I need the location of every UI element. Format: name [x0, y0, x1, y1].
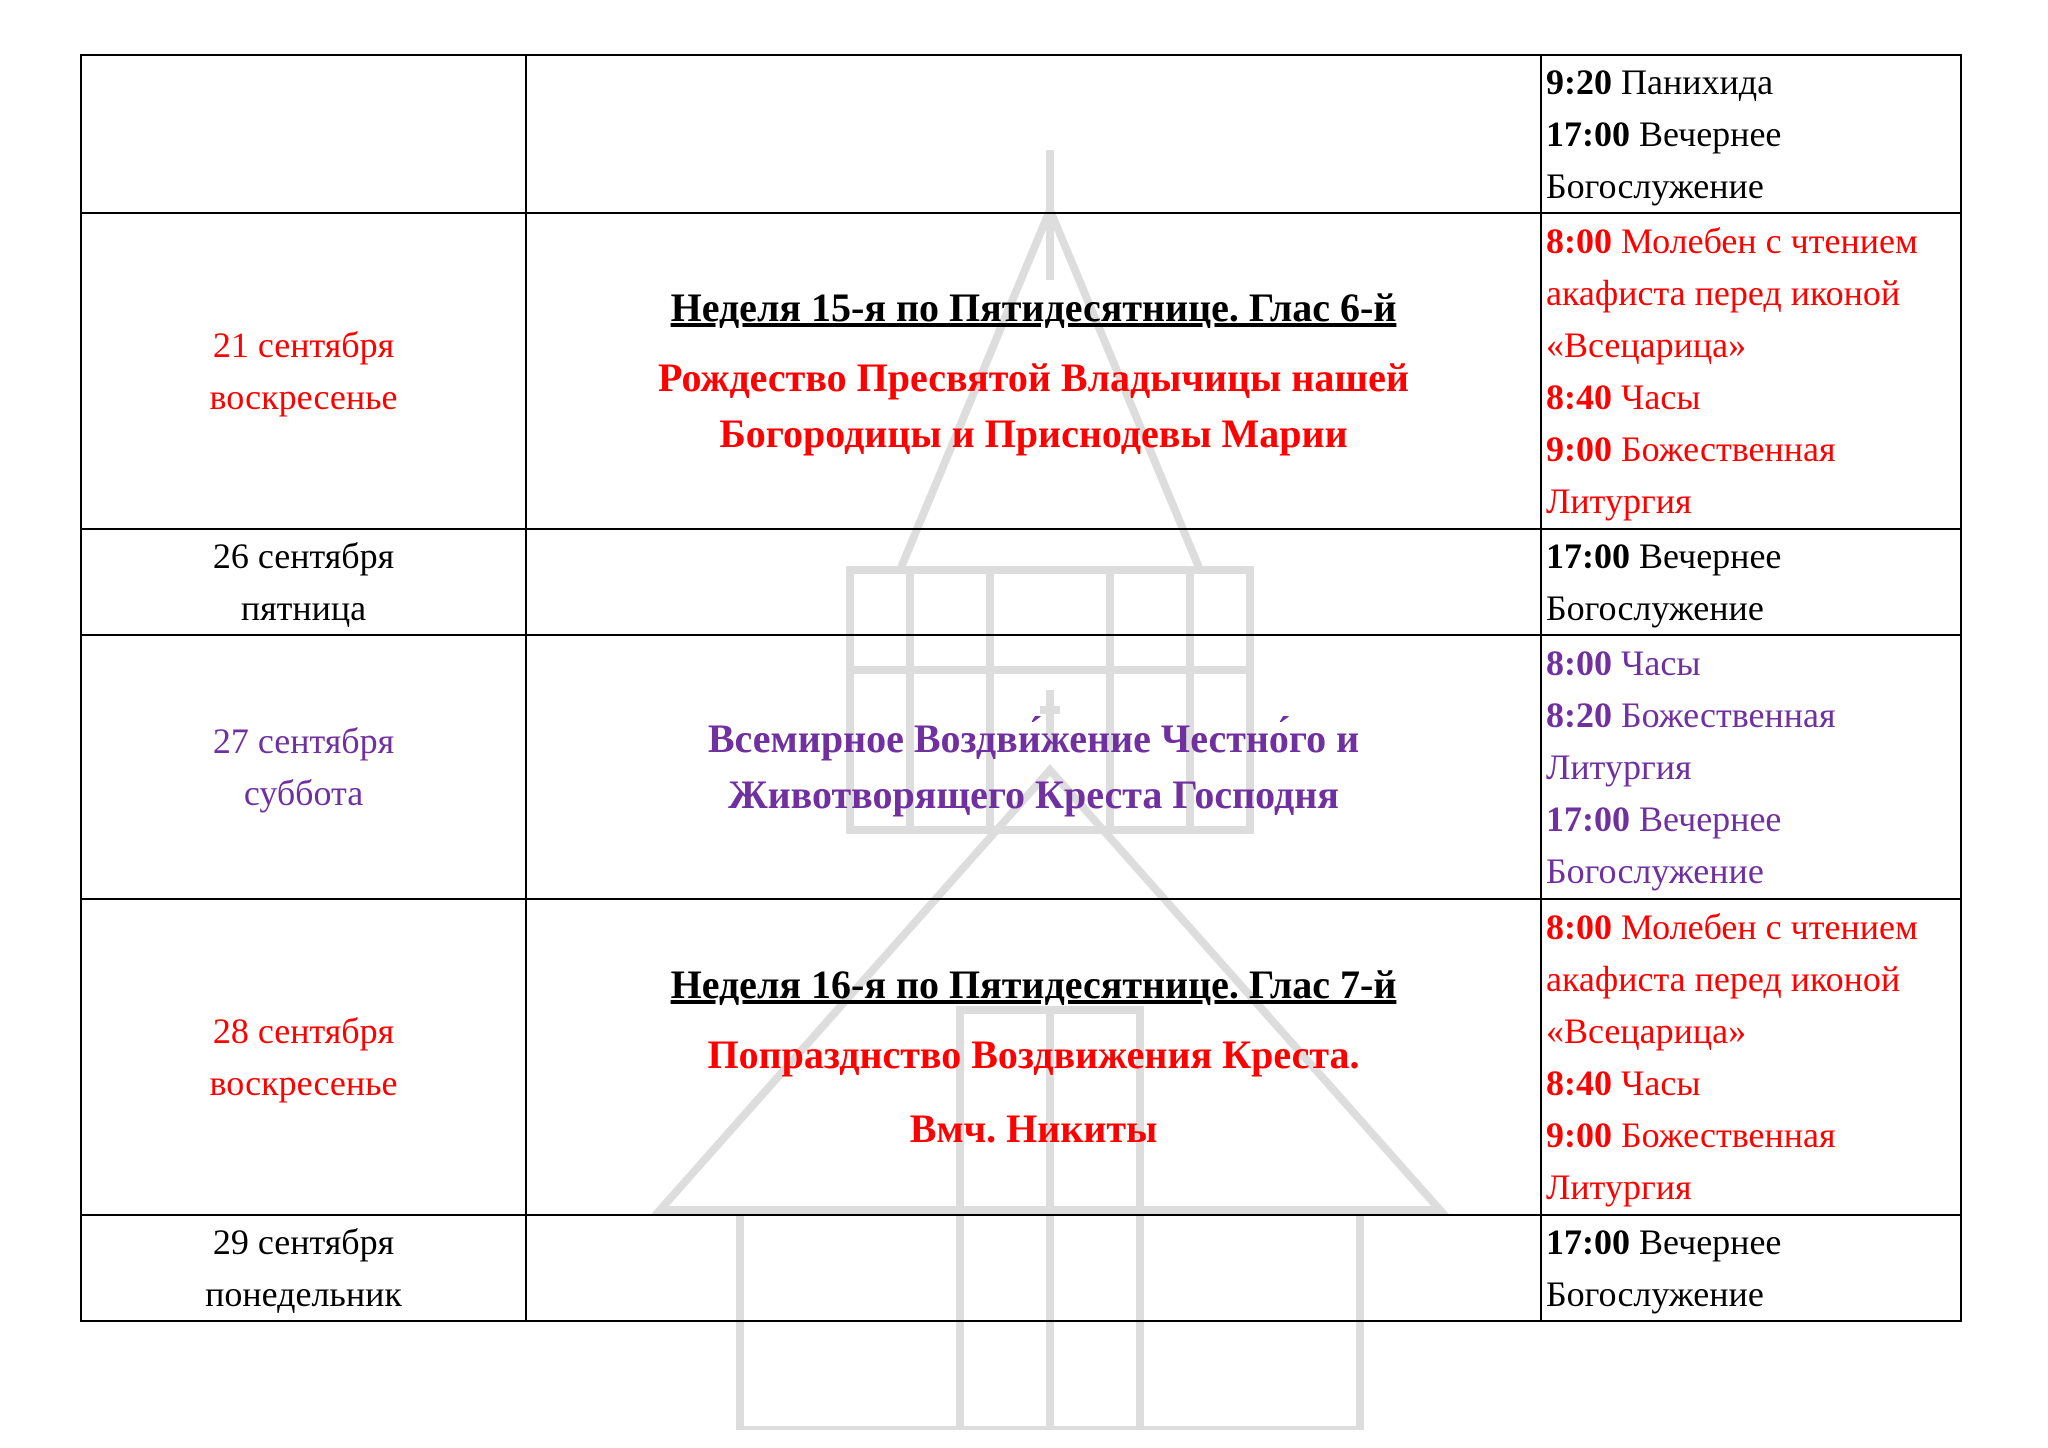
service-time: 9:20 [1546, 62, 1612, 102]
service-name: Вечернее [1639, 114, 1782, 154]
feast-cell [526, 899, 1541, 1215]
service-name: Богослужение [1546, 588, 1764, 628]
services-cell [1541, 213, 1961, 529]
schedule-row [81, 899, 1961, 1215]
service-time: 8:00 [1546, 221, 1612, 261]
services-cell [1541, 635, 1961, 899]
service-name: Вечернее [1639, 1222, 1782, 1262]
week-header: Неделя 15-я по Пятидесятнице. Глас 6-й [670, 285, 1397, 330]
feast-title-line: Всемирное Воздви́жение Честно́го и [707, 716, 1360, 761]
service-time: 8:40 [1546, 377, 1612, 417]
service-line [1546, 267, 1960, 319]
service-name: Божественная [1621, 429, 1836, 469]
service-line [1546, 845, 1960, 897]
service-time: 8:20 [1546, 695, 1612, 735]
date-cell [81, 635, 526, 899]
schedule-row [81, 55, 1961, 213]
service-line [1546, 215, 1960, 267]
service-name: акафиста перед иконой [1546, 273, 1901, 313]
date-text: 28 сентября [212, 1011, 395, 1051]
service-name: Часы [1621, 377, 1701, 417]
service-name: Панихида [1621, 62, 1774, 102]
service-line [1546, 637, 1960, 689]
service-line [1546, 901, 1960, 953]
service-line [1546, 741, 1960, 793]
service-name: «Всецарица» [1546, 325, 1747, 365]
date-text: 26 сентября [212, 536, 395, 576]
week-header: Неделя 16-я по Пятидесятнице. Глас 7-й [670, 962, 1397, 1007]
service-name: Вечернее [1639, 799, 1782, 839]
service-name: Богослужение [1546, 851, 1764, 891]
schedule-table [80, 54, 1962, 1322]
service-line [1546, 1109, 1960, 1161]
service-line [1546, 1268, 1960, 1320]
schedule-row [81, 1215, 1961, 1321]
schedule-row [81, 213, 1961, 529]
service-line [1546, 1216, 1960, 1268]
service-name: Часы [1621, 1063, 1701, 1103]
service-name: Молебен с чтением [1621, 907, 1918, 947]
service-line [1546, 953, 1960, 1005]
service-line [1546, 108, 1960, 160]
service-name: Литургия [1546, 1167, 1692, 1207]
service-line [1546, 475, 1960, 527]
feast-cell [526, 55, 1541, 213]
feast-cell [526, 1215, 1541, 1321]
feast-title-line: Богородицы и Приснодевы Марии [719, 411, 1348, 456]
service-time: 17:00 [1546, 114, 1630, 154]
feast-cell [526, 213, 1541, 529]
service-line [1546, 371, 1960, 423]
service-time: 17:00 [1546, 536, 1630, 576]
service-name: Вечернее [1639, 536, 1782, 576]
service-time: 8:40 [1546, 1063, 1612, 1103]
service-name: Часы [1621, 643, 1701, 683]
date-cell [81, 213, 526, 529]
service-name: «Всецарица» [1546, 1011, 1747, 1051]
service-line [1546, 160, 1960, 212]
service-line [1546, 1005, 1960, 1057]
service-line [1546, 689, 1960, 741]
service-line [1546, 1161, 1960, 1213]
service-time: 8:00 [1546, 643, 1612, 683]
service-time: 9:00 [1546, 429, 1612, 469]
service-name: Литургия [1546, 481, 1692, 521]
service-time: 9:00 [1546, 1115, 1612, 1155]
service-name: Божественная [1621, 1115, 1836, 1155]
feast-title-line: Попразднство Воздвижения Креста. [707, 1032, 1360, 1077]
weekday-text: воскресенье [209, 377, 398, 417]
weekday-text: пятница [240, 588, 367, 628]
service-line [1546, 319, 1960, 371]
feast-title-line: Вмч. Никиты [909, 1106, 1158, 1151]
service-line [1546, 423, 1960, 475]
date-cell [81, 55, 526, 213]
feast-title-line: Рождество Пресвятой Владычицы нашей [658, 355, 1409, 400]
weekday-text: суббота [243, 773, 364, 813]
date-text: 21 сентября [212, 325, 395, 365]
feast-cell [526, 635, 1541, 899]
service-name: акафиста перед иконой [1546, 959, 1901, 999]
date-text: 29 сентября [212, 1222, 395, 1262]
weekday-text: понедельник [205, 1274, 402, 1314]
service-time: 17:00 [1546, 1222, 1630, 1262]
service-line [1546, 793, 1960, 845]
service-line [1546, 1057, 1960, 1109]
service-name: Молебен с чтением [1621, 221, 1918, 261]
services-cell [1541, 529, 1961, 635]
service-name: Богослужение [1546, 166, 1764, 206]
service-line [1546, 530, 1960, 582]
schedule-row [81, 635, 1961, 899]
date-cell [81, 1215, 526, 1321]
services-cell [1541, 1215, 1961, 1321]
weekday-text: воскресенье [209, 1063, 398, 1103]
feast-cell [526, 529, 1541, 635]
date-text: 27 сентября [212, 721, 395, 761]
date-cell [81, 899, 526, 1215]
service-name: Богослужение [1546, 1274, 1764, 1314]
service-line [1546, 582, 1960, 634]
date-cell [81, 529, 526, 635]
service-time: 8:00 [1546, 907, 1612, 947]
services-cell [1541, 899, 1961, 1215]
service-name: Литургия [1546, 747, 1692, 787]
service-name: Божественная [1621, 695, 1836, 735]
service-line [1546, 56, 1960, 108]
schedule-row [81, 529, 1961, 635]
service-time: 17:00 [1546, 799, 1630, 839]
services-cell [1541, 55, 1961, 213]
feast-title-line: Животворящего Креста Господня [728, 772, 1339, 817]
